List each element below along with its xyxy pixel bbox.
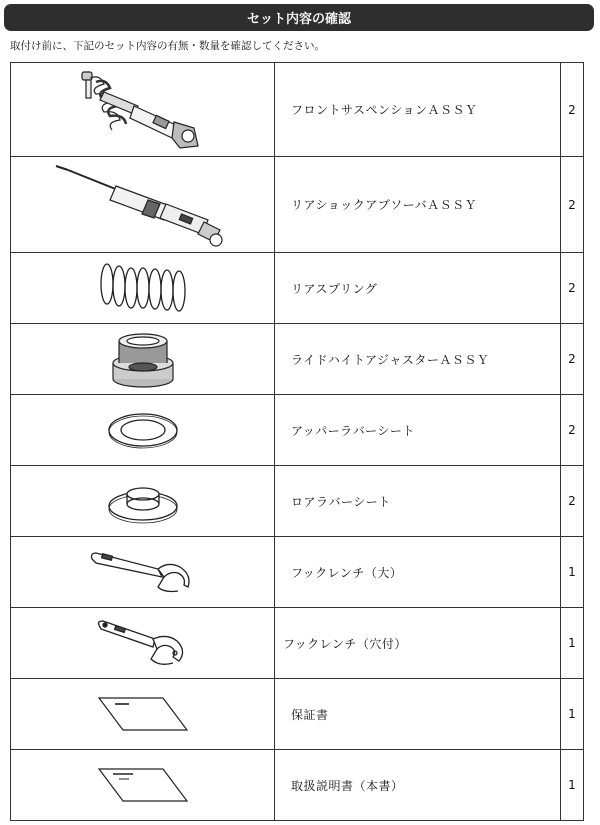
- ride-height-adjuster-icon: [103, 327, 183, 391]
- item-quantity: 1: [561, 537, 584, 608]
- table-row: [11, 157, 584, 253]
- table-row: [11, 679, 584, 750]
- table-row: [11, 537, 584, 608]
- table-row: [11, 324, 584, 395]
- item-quantity: 2: [561, 157, 584, 253]
- table-row: [11, 253, 584, 324]
- table-row: [11, 395, 584, 466]
- item-name: フックレンチ（穴付）: [275, 608, 561, 679]
- item-quantity: 2: [561, 63, 584, 157]
- table-row: [11, 608, 584, 679]
- item-quantity: 2: [561, 466, 584, 537]
- table-row: [11, 63, 584, 157]
- item-quantity: 2: [561, 253, 584, 324]
- item-name: リアスプリング: [275, 253, 561, 324]
- lower-rubber-seat-icon: [103, 476, 183, 526]
- item-name: ライドハイトアジャスターＡＳＳＹ: [275, 324, 561, 395]
- table-row: [11, 466, 584, 537]
- item-name: ロアラバーシート: [275, 466, 561, 537]
- item-image-cell: [11, 466, 275, 537]
- instruction-manual-icon: [93, 765, 193, 805]
- warranty-card-icon: [93, 694, 193, 734]
- item-quantity: 1: [561, 679, 584, 750]
- item-image-cell: [11, 63, 275, 157]
- item-quantity: 2: [561, 395, 584, 466]
- hook-wrench-hole-icon: [93, 617, 193, 669]
- item-quantity: 2: [561, 324, 584, 395]
- section-title: セット内容の確認: [246, 12, 351, 27]
- item-quantity: 1: [561, 608, 584, 679]
- item-image-cell: [11, 750, 275, 821]
- rear-spring-icon: [93, 258, 193, 318]
- item-name: 保証書: [275, 679, 561, 750]
- item-image-cell: [11, 157, 275, 253]
- item-image-cell: [11, 608, 275, 679]
- item-name: アッパーラバーシート: [275, 395, 561, 466]
- item-name: フックレンチ（大）: [275, 537, 561, 608]
- contents-table: [10, 62, 584, 821]
- item-image-cell: [11, 537, 275, 608]
- table-row: [11, 750, 584, 821]
- hook-wrench-large-icon: [88, 547, 198, 597]
- intro-text: 取付け前に、下記のセット内容の有無・数量を確認してください。: [10, 40, 325, 52]
- item-name: リアショックアブソーバＡＳＳＹ: [275, 157, 561, 253]
- section-header: [4, 4, 594, 31]
- upper-rubber-seat-icon: [103, 408, 183, 452]
- item-image-cell: [11, 679, 275, 750]
- item-name: フロントサスペンションＡＳＳＹ: [275, 63, 561, 157]
- front-suspension-icon: [68, 66, 218, 154]
- rear-shock-absorber-icon: [48, 160, 238, 250]
- item-image-cell: [11, 324, 275, 395]
- item-name: 取扱説明書（本書）: [275, 750, 561, 821]
- item-image-cell: [11, 395, 275, 466]
- item-quantity: 1: [561, 750, 584, 821]
- item-image-cell: [11, 253, 275, 324]
